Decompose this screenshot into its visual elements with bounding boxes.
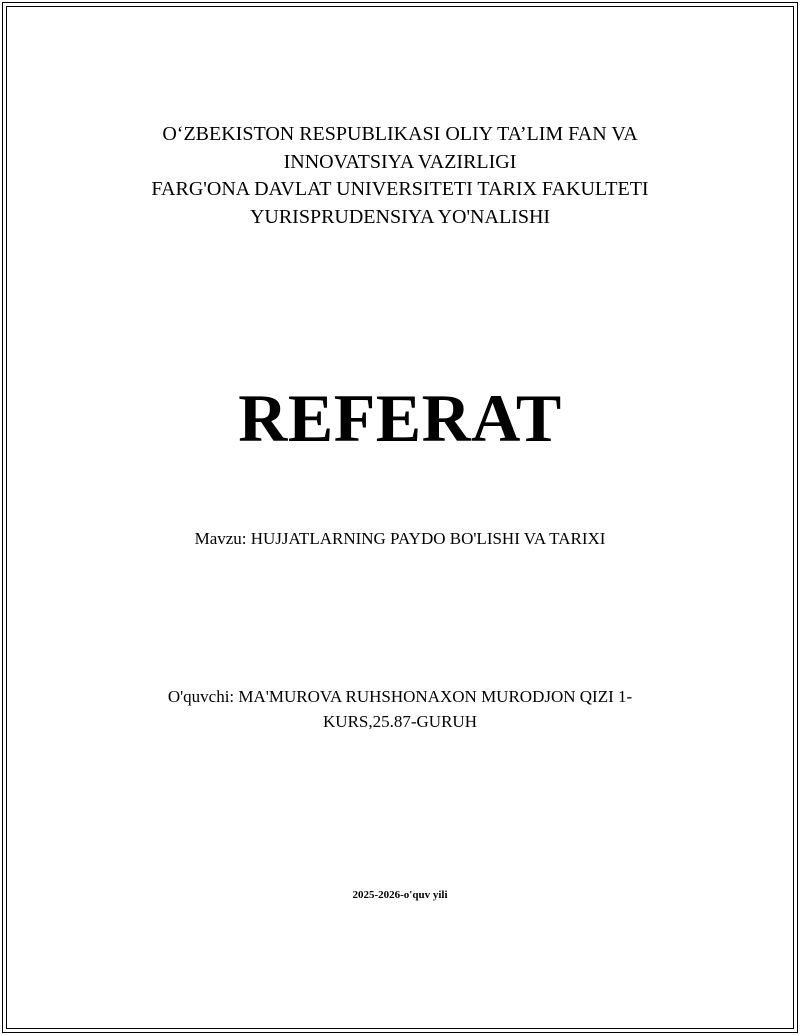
header-line: YURISPRUDENSIYA YO'NALISHI <box>249 205 551 228</box>
document-title: REFERAT <box>238 380 562 456</box>
academic-year: 2025-2026-o'quv yili <box>352 889 448 901</box>
student-info <box>0 684 800 734</box>
ministry-header <box>0 121 800 231</box>
header-line: O‘ZBEKISTON RESPUBLIKASI OLIY TA’LIM FAN VA <box>162 123 638 145</box>
student-line: O'quvchi: MA'MUROVA RUHSHONAXON MURODJON QIZI 1- <box>167 687 633 706</box>
header-line: FARG'ONA DAVLAT UNIVERSITETI TARIX FAKULTETI <box>151 178 649 200</box>
student-line: KURS,25.87-GURUH <box>323 712 477 731</box>
header-line: INNOVATSIYA VAZIRLIGI <box>283 150 517 173</box>
topic-line: Mavzu: HUJJATLARNING PAYDO BO'LISHI VA TARIXI <box>194 529 606 548</box>
